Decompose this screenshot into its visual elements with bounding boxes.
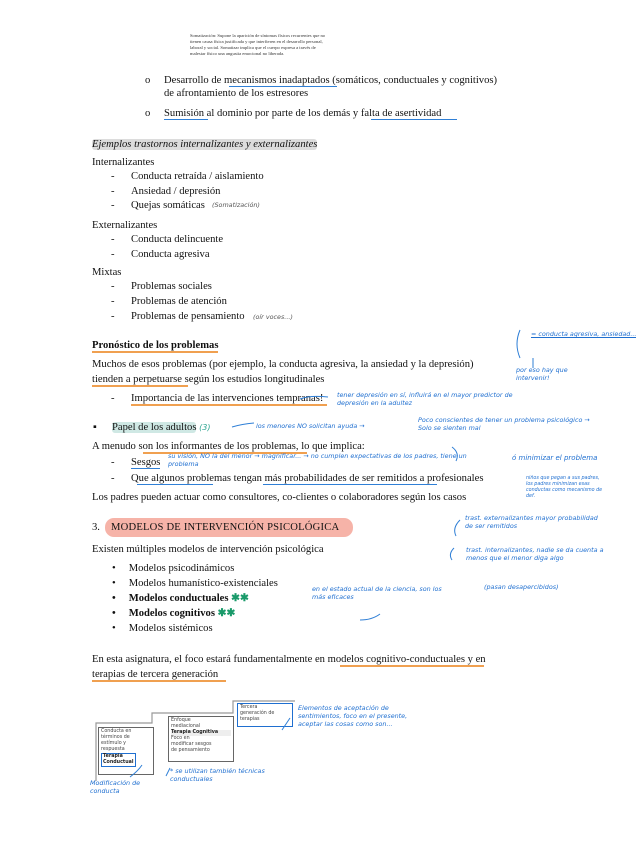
- hand-por-eso: por eso hay que intervenir!: [516, 366, 568, 382]
- model-item-3: • Modelos conductuales ✱✱: [112, 593, 249, 604]
- model-item-1: • Modelos psicodinámicos: [112, 563, 235, 574]
- hand-minimizar: ó minimizar el problema: [512, 454, 598, 462]
- int-item-2: - Ansiedad / depresión: [111, 186, 221, 197]
- ext-item-2-text: Conducta agresiva: [131, 249, 210, 260]
- mix-item-3-text: Problemas de pensamiento: [131, 311, 245, 322]
- hand-tecnicas: * se utilizan también técnicas conductuales: [170, 767, 265, 783]
- box2-title: Terapia Cognitiva: [171, 730, 219, 735]
- mix-item-3: - Problemas de pensamiento: [111, 311, 245, 322]
- algunos-text: Que algunos problemas tengan más probabilidades de ser remitidos a profesionales: [131, 473, 484, 484]
- int-item-1: - Conducta retraída / aislamiento: [111, 171, 264, 182]
- box1-line3: estímulo y: [101, 741, 127, 746]
- box3-line1: Tercera: [240, 705, 258, 710]
- top-note-line-2: tienen causa física justificada y que interfieren en el desarrollo personal,: [190, 39, 323, 44]
- mix-item-1: - Problemas sociales: [111, 281, 212, 292]
- hand-modificacion: Modificación de conducta: [90, 779, 141, 795]
- top-note-line-3: laboral y social. Somatizar implica que el cuerpo expresa a través de: [190, 45, 316, 50]
- hand-tcal-int: trast. internalizantes, nadie se da cuenta a menos que el menor diga algo: [466, 546, 604, 562]
- model-item-4: • Modelos cognitivos ✱✱: [112, 608, 236, 619]
- hand-elementos: Elementos de aceptación de sentimientos, foco en el presente, aceptar las cosas como son...: [298, 704, 408, 728]
- model-5-text: Modelos sistémicos: [128, 623, 213, 634]
- padres-line: Los padres pueden actuar como consultores, co-clientes o colaboradores según los casos: [92, 492, 467, 503]
- section3-number: 3.: [92, 522, 100, 533]
- internalizantes-title: Internalizantes: [92, 157, 155, 168]
- box1-line1: Conducta en: [101, 729, 132, 734]
- box1-line4: respuesta: [101, 747, 125, 752]
- hand-foco-conscientes: Poco conscientes de tener un problema psicológico → Solo se sienten mal: [418, 416, 590, 432]
- hand-tener-depresion: tener depresión en sí, influirá en el mayor predictor de depresión en la adultez: [337, 391, 513, 407]
- algunos-item: - Que algunos problemas tengan más probabilidades de ser remitidos a profesionales: [111, 473, 484, 484]
- papel-bullet: ▪: [93, 422, 97, 433]
- model-4-stars: ✱✱: [217, 608, 236, 619]
- sesgos-text: Sesgos: [131, 457, 161, 468]
- top-note-line-1: Somatización: Supone la aparición de síntomas físicos recurrentes que no: [190, 33, 326, 38]
- section3-intro: Existen múltiples modelos de intervención psicológica: [92, 544, 324, 555]
- model-item-2: • Modelos humanístico-existenciales: [112, 578, 278, 589]
- hand-pasan: (pasan desapercibidos): [484, 583, 559, 591]
- mix-item-2: - Problemas de atención: [111, 296, 227, 307]
- foco-line-1: En esta asignatura, el foco estará fundamentalmente en modelos cognitivo-conductuales y en: [92, 654, 486, 665]
- ext-item-1: - Conducta delincuente: [111, 234, 224, 245]
- hand-estado-actual: en el estado actual de la ciencia, son los más eficaces: [312, 585, 442, 601]
- hand-menores: los menores NO solicitan ayuda →: [256, 422, 365, 430]
- int-item-1-text: Conducta retraída / aislamiento: [131, 171, 264, 182]
- bullet-o-line-3: Sumisión al dominio por parte de los demás y falta de asertividad: [164, 108, 442, 119]
- model-item-5: • Modelos sistémicos: [112, 623, 213, 634]
- foco-line-2: terapias de tercera generación: [92, 669, 219, 680]
- model-3-text: Modelos conductuales: [128, 593, 229, 604]
- section3-title: MODELOS DE INTERVENCIÓN PSICOLÓGICA: [111, 522, 340, 533]
- implica-line: A menudo son los informantes de los problemas, lo que implica:: [92, 441, 365, 452]
- top-note-line-4: malestar físico una angustia emocional no liberada.: [190, 51, 285, 56]
- ext-item-2: - Conducta agresiva: [111, 249, 210, 260]
- hand-minimizar-2: niños que pegan a sus padres, los padres minimizan esas conductas como mecanismo de def.: [526, 476, 603, 499]
- hand-tcal-ext: trast. externalizantes mayor probabilidad de ser remitidos: [465, 514, 598, 530]
- model-3-stars: ✱✱: [231, 593, 249, 604]
- box2-line4: modificar sesgos: [171, 742, 212, 747]
- pronostico-title-text: Pronóstico de los problemas: [92, 340, 219, 351]
- bullet-o-marker-1: o: [145, 75, 151, 86]
- pronostico-para-1: Muchos de esos problemas (por ejemplo, la conducta agresiva, la ansiedad y la depresión): [92, 359, 474, 370]
- int-item-3-text: Quejas somáticas: [131, 200, 205, 211]
- box2-line2: mediacional: [171, 724, 201, 729]
- bullet-o-line-2: de afrontamiento de los estresores: [164, 88, 309, 99]
- papel-adultos-text: Papel de los adultos: [112, 422, 197, 433]
- hand-su-vision: su visión, NO la del menor → magnificar... → no cumplen expectativas de los padres, tiene un problema: [168, 452, 467, 468]
- model-2-text: Modelos humanístico-existenciales: [128, 578, 278, 589]
- box2-line5: de pensamiento: [171, 748, 210, 753]
- pronostico-dash-item-text: Importancia de las intervenciones tempranas!: [131, 393, 324, 404]
- box1-line2: términos de: [101, 735, 130, 740]
- box1-title: Terapia: [103, 754, 123, 759]
- int-item-2-text: Ansiedad / depresión: [131, 186, 221, 197]
- pronostico-para-2: tienden a perpetuarse según los estudios longitudinales: [92, 374, 325, 385]
- ejemplos-title-text: Ejemplos trastornos internalizantes y externalizantes: [92, 139, 318, 150]
- ext-item-1-text: Conducta delincuente: [131, 234, 224, 245]
- box2-line1: Enfoque: [171, 718, 191, 723]
- box3-line2: generación de: [240, 711, 275, 716]
- externalizantes-title: Externalizantes: [92, 220, 158, 231]
- sesgos-item: - Sesgos: [111, 457, 161, 468]
- hand-oir-voces: (oír voces...): [253, 313, 293, 321]
- box1-title2: Conductual: [103, 760, 134, 765]
- model-1-text: Modelos psicodinámicos: [128, 563, 235, 574]
- bullet-o-line-1: Desarrollo de mecanismos inadaptados (somáticos, conductuales y cognitivos): [164, 75, 498, 86]
- papel-num: (3): [199, 423, 211, 432]
- model-4-text: Modelos cognitivos: [128, 608, 215, 619]
- mix-item-2-text: Problemas de atención: [131, 296, 227, 307]
- box3-line3: terapias: [240, 717, 260, 722]
- pronostico-dash-item: - Importancia de las intervenciones tempranas!: [111, 393, 324, 404]
- int-item-3: - Quejas somáticas: [111, 200, 205, 211]
- mixtas-title: Mixtas: [92, 267, 122, 278]
- hand-somatizacion: (Somatización): [212, 201, 260, 209]
- bullet-o-marker-2: o: [145, 108, 151, 119]
- hand-conducta-agresiva: = conducta agresiva, ansiedad...: [531, 330, 636, 338]
- mix-item-1-text: Problemas sociales: [131, 281, 212, 292]
- box2-line3: Foco en: [171, 736, 190, 741]
